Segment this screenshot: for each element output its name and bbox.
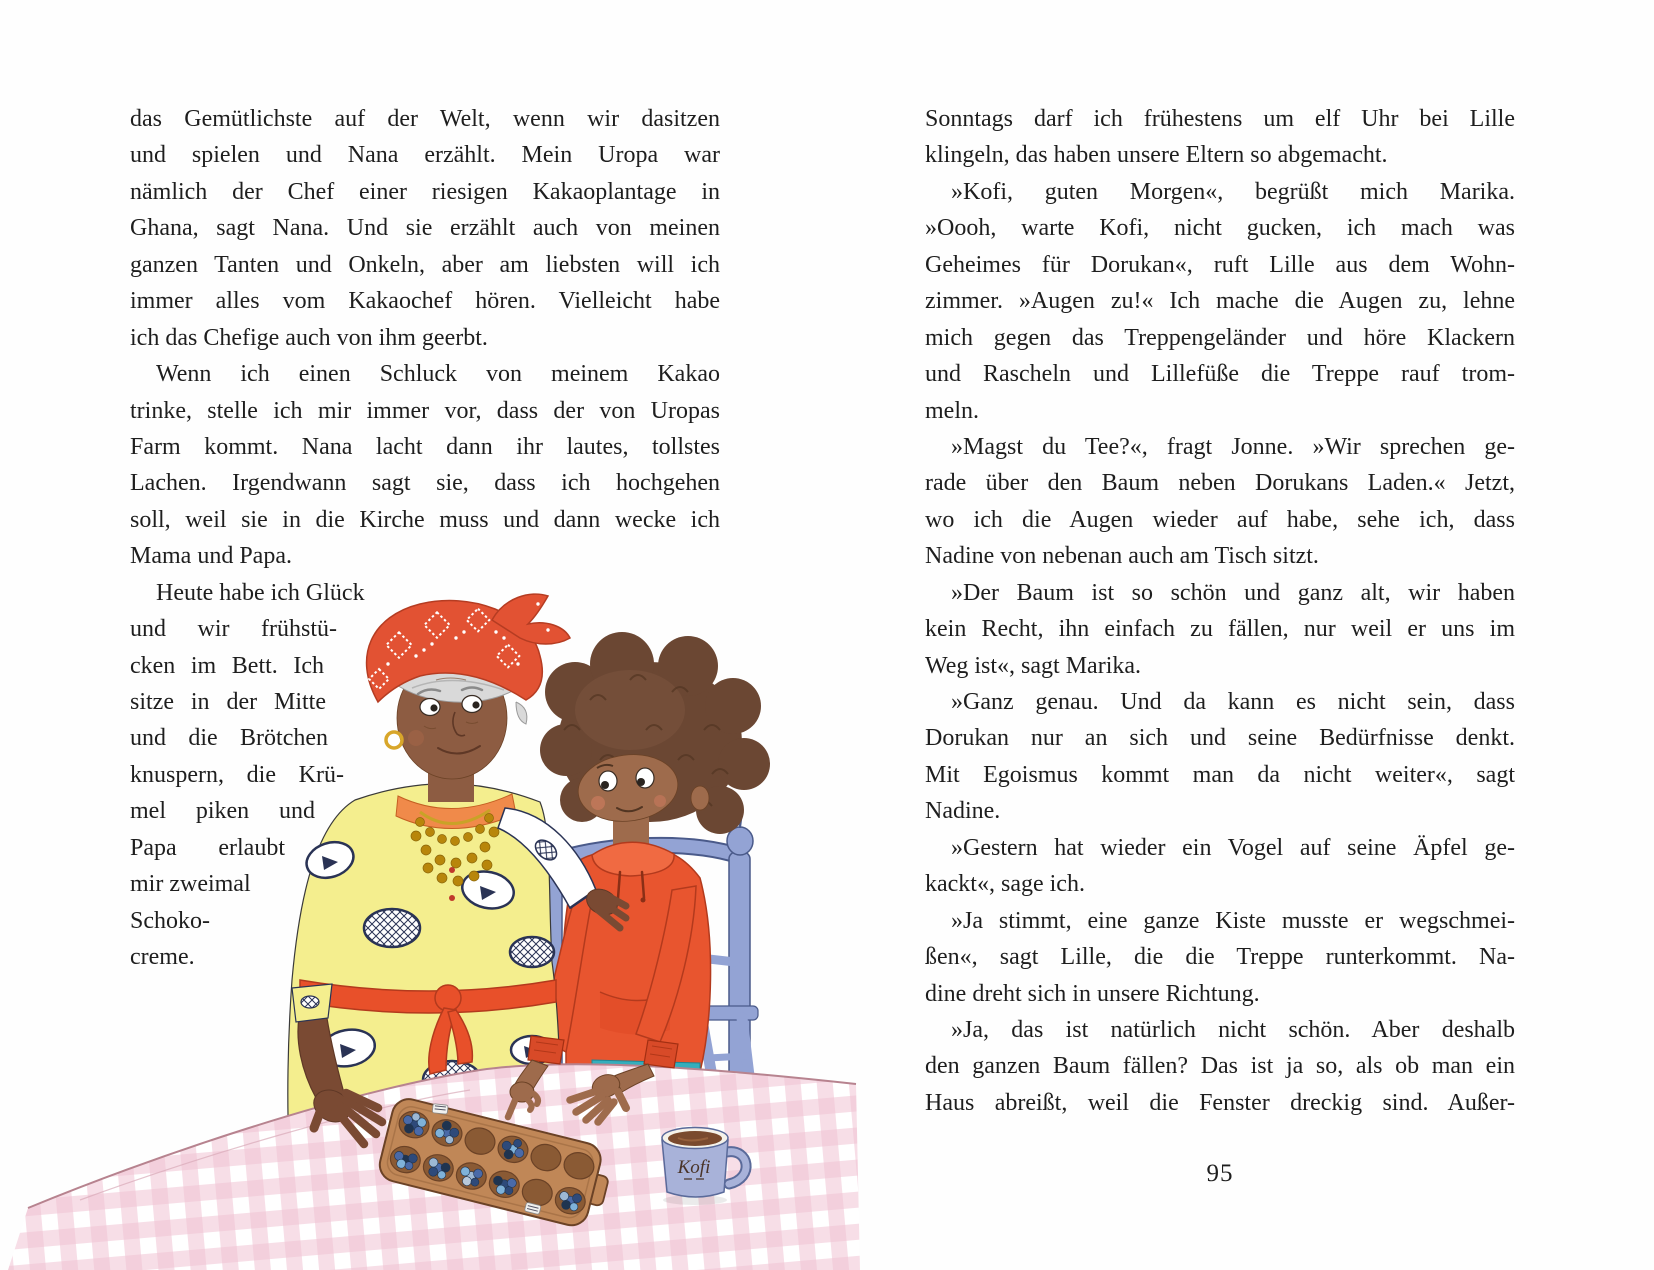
text-line: Geheimes für Dorukan«, ruft Lille aus dem Wohn- xyxy=(925,251,1515,278)
text-line: Lachen. Irgendwann sagt sie, dass ich hochgehen xyxy=(130,470,720,497)
text-line: ganzen Tanten und Onkeln, aber am liebsten will ich xyxy=(130,251,720,278)
text-line: immer alles vom Kakaochef hören. Vielleicht habe xyxy=(130,288,720,315)
text-line: Mama und Papa. xyxy=(130,543,292,570)
text-line: »Magst du Tee?«, fragt Jonne. »Wir sprechen ge- xyxy=(951,433,1515,460)
text-line: Sonntags darf ich frühestens um elf Uhr bei Lille xyxy=(925,106,1515,132)
text-line: Mit Egoismus kommt man da nicht weiter«, sagt xyxy=(925,761,1515,788)
text-line: Dorukan nur an sich und seine Bedürfnisse denkt. xyxy=(925,725,1515,752)
text-line: wo ich die Augen wieder auf habe, sehe ich, dass xyxy=(925,506,1515,533)
text-line: Wenn ich einen Schluck von meinem Kakao xyxy=(156,361,720,388)
text-line: und die Brötchen xyxy=(130,725,328,752)
text-line: knuspern, die Krü- xyxy=(130,761,344,788)
text-line: kein Recht, ihn einfach zu fällen, nur weil er uns im xyxy=(925,616,1515,643)
text-line: sitze in der Mitte xyxy=(130,689,326,715)
text-line: trinke, stelle ich mir immer vor, dass der von Uropas xyxy=(130,397,720,424)
text-line: cken im Bett. Ich xyxy=(130,652,324,679)
text-line: mir zweimal xyxy=(130,871,251,898)
text-line: und wir frühstü- xyxy=(130,616,337,643)
text-line: und Rascheln und Lillefüße die Treppe rauf trom- xyxy=(925,361,1515,388)
text-line: »Ganz genau. Und da kann es nicht sein, dass xyxy=(951,689,1515,715)
text-line: mich gegen das Treppengeländer und höre Klackern xyxy=(925,324,1515,351)
text-line: dine dreht sich in unsere Richtung. xyxy=(925,980,1260,1007)
text-line: Ghana, sagt Nana. Und sie erzählt auch von meinen xyxy=(130,215,720,242)
text-line: das Gemütlichste auf der Welt, wenn wir dasitzen xyxy=(130,106,720,132)
text-line: »Ja, das ist natürlich nicht schön. Aber deshalb xyxy=(951,1016,1515,1043)
text-line: »Ja stimmt, eine ganze Kiste musste er wegschmei- xyxy=(951,907,1515,934)
text-line: Heute habe ich Glück xyxy=(156,579,365,606)
text-line: zimmer. »Augen zu!« Ich mache die Augen zu, lehne xyxy=(925,288,1515,315)
text-line: »Gestern hat wieder ein Vogel auf seine Äpfel ge- xyxy=(951,834,1515,861)
text-line: »Oooh, warte Kofi, nicht gucken, ich mach was xyxy=(925,215,1515,242)
text-line: ßen«, sagt Lille, die die Treppe runterkommt. Na- xyxy=(925,944,1515,971)
text-line: »Kofi, guten Morgen«, begrüßt mich Marika. xyxy=(951,178,1515,205)
text-line: »Der Baum ist so schön und ganz alt, wir haben xyxy=(951,579,1515,606)
text-line: mel piken und xyxy=(130,798,315,825)
text-line: kackt«, sage ich. xyxy=(925,871,1085,898)
text-line: Haus abreißt, weil die Fenster dreckig sind. Außer- xyxy=(925,1089,1515,1116)
text-line: creme. xyxy=(130,944,195,971)
text-line: Farm kommt. Nana lacht dann ihr lautes, tollstes xyxy=(130,433,720,460)
right-page xyxy=(925,101,1515,1121)
text-line: ich das Chefige auch von ihm geerbt. xyxy=(130,324,488,351)
text-line: und spielen und Nana erzählt. Mein Uropa war xyxy=(130,142,720,169)
text-line: Nadine. xyxy=(925,798,1001,825)
cocoa xyxy=(668,1131,722,1146)
page-number: 95 xyxy=(1206,1160,1234,1187)
text-line: rade über den Baum neben Dorukans Laden.« Jetzt, xyxy=(925,470,1515,497)
text-line: Weg ist«, sagt Marika. xyxy=(925,652,1142,679)
text-line: soll, weil sie in die Kirche muss und dann wecke ich xyxy=(130,506,720,533)
text-line: den ganzen Baum fällen? Das ist ja so, als ob man ein xyxy=(925,1053,1515,1080)
text-line: klingeln, das haben unsere Eltern so abgemacht. xyxy=(925,142,1388,169)
text-line: Nadine von nebenan auch am Tisch sitzt. xyxy=(925,543,1319,570)
text-line: nämlich der Chef einer riesigen Kakaoplantage in xyxy=(130,178,720,205)
text-line: Papa erlaubt xyxy=(130,834,285,861)
text-line: meln. xyxy=(925,397,979,424)
mug-label: Kofi xyxy=(677,1157,711,1178)
text-line: Schoko- xyxy=(130,907,210,934)
illustration xyxy=(0,560,870,1270)
gold-earring xyxy=(386,732,402,748)
